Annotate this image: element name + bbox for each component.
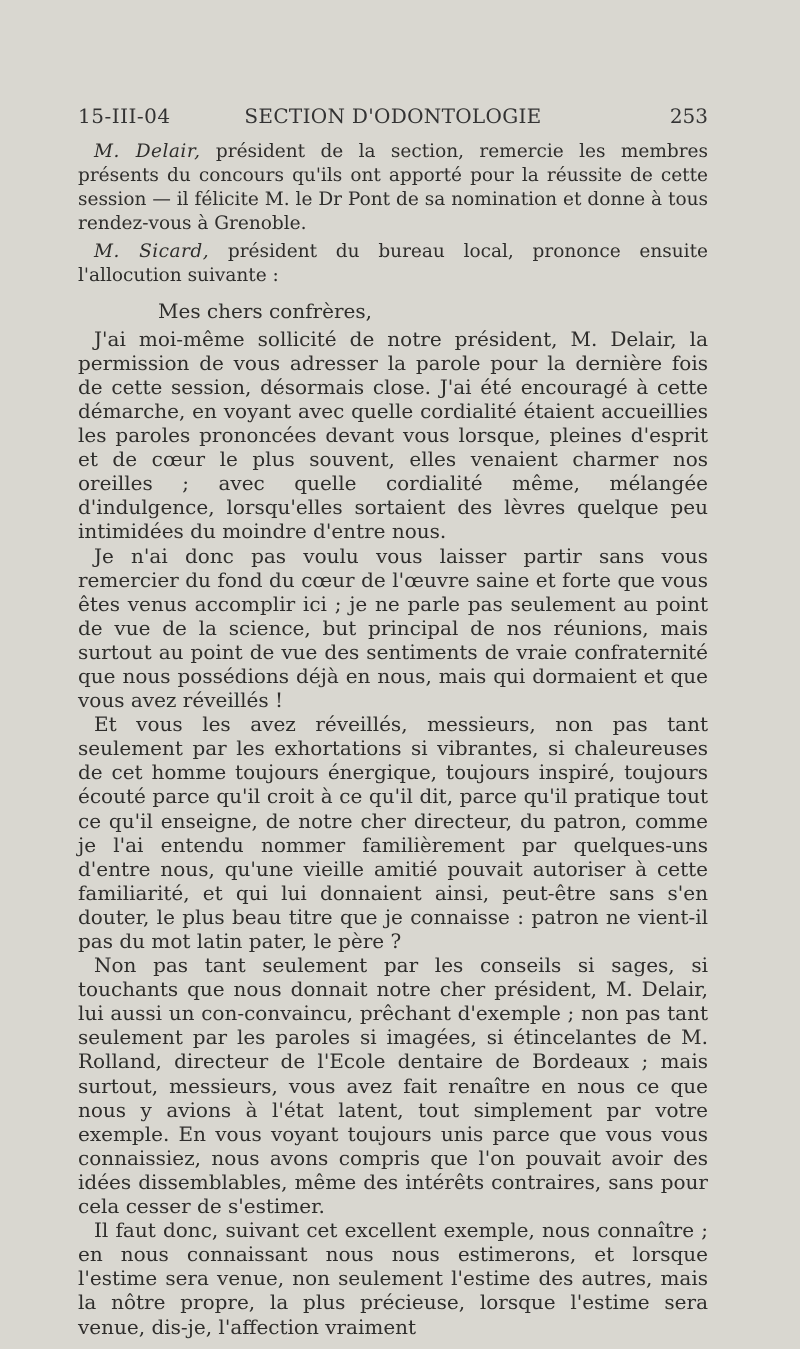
date-label: 15-III-04	[78, 104, 171, 128]
speech-paragraph: Il faut donc, suivant cet excellent exemple, nous connaître ; en nous connaissant nous nous estimerons, et lorsque l'estime sera venue, non seulement l'estime des autres, mais la nôtre propre, la plus précieuse, lorsque l'estime sera venue, dis-je, l'affection vraiment	[78, 1218, 708, 1339]
speech-paragraph: Non pas tant seulement par les conseils si sages, si touchants que nous donnait notre cher président, M. Delair, lui aussi un con-convaincu, prêchant d'exemple ; non pas tant seulement par les paroles si imagées, si étincelantes de M. Rolland, directeur de l'Ecole dentaire de Bordeaux ; mais surtout, messieurs, vous avez fait renaître en nous ce que nous y avions à l'état latent, tout simplement par votre exemple. En vous voyant toujours unis parce que vous vous connaissiez, nous avons compris que l'on pouvait avoir des idées dissemblables, même des intérêts contraires, sans pour cela cesser de s'estimer.	[78, 953, 708, 1219]
page-number: 253	[669, 104, 708, 128]
speech-paragraph: Et vous les avez réveillés, messieurs, non pas tant seulement par les exhortations si vibrantes, si chaleureuses de cet homme toujours énergique, toujours inspiré, toujours écouté parce qu'il croit à ce qu'il dit, parce qu'il pratique tout ce qu'il enseigne, de notre cher directeur, du patron, comme je l'ai entendu nommer familièrement par quelques-uns d'entre nous, qu'une vieille amitié pouvait autoriser à cette familiarité, et qui lui donnaient ainsi, peut-être sans s'en douter, le plus beau titre que je connaisse : patron ne vient-il pas du mot latin pater, le père ?	[78, 712, 708, 953]
body-text	[78, 140, 708, 1339]
paragraph-sicard	[78, 240, 708, 288]
running-head	[78, 104, 708, 132]
paragraph-delair	[78, 140, 708, 236]
speaker-name: M. Sicard,	[94, 241, 210, 263]
section-title: SECTION D'ODONTOLOGIE	[244, 104, 542, 128]
salutation: Mes chers confrères,	[158, 298, 372, 323]
paragraph-text: président du bureau local, prononce ensuite l'allocution suivante :	[78, 241, 708, 287]
speaker-name: M. Delair,	[94, 141, 201, 162]
speech-paragraph: Je n'ai donc pas voulu vous laisser partir sans vous remercier du fond du cœur de l'œuvre saine et forte que vous êtes venus accomplir ici ; je ne parle pas seulement au point de vue de la science, but principal de nos réunions, mais surtout au point de vue des sentiments de vraie confraternité que nous possédions déjà en nous, mais qui dormaient et que vous avez réveillés !	[78, 543, 708, 713]
speech-paragraph: J'ai moi-même sollicité de notre président, M. Delair, la permission de vous adresser la parole pour la dernière fois de cette session, désormais close. J'ai été encouragé à cette démarche, en voyant avec quelle cordialité étaient accueillies les paroles prononcées devant vous lorsque, pleines d'esprit et de cœur le plus souvent, elles venaient charmer nos oreilles ; avec quelle cordialité même, mélangée d'indulgence, lorsqu'elles sortaient des lèvres quelque peu intimidées du moindre d'entre nous.	[78, 326, 708, 544]
paragraph-text: président de la section, remercie les membres présents du concours qu'ils ont apporté pour la réussite de cette session — il félicite M. le Dr Pont de sa nomination et donne à tous rendez-vous à Grenoble.	[78, 141, 708, 235]
